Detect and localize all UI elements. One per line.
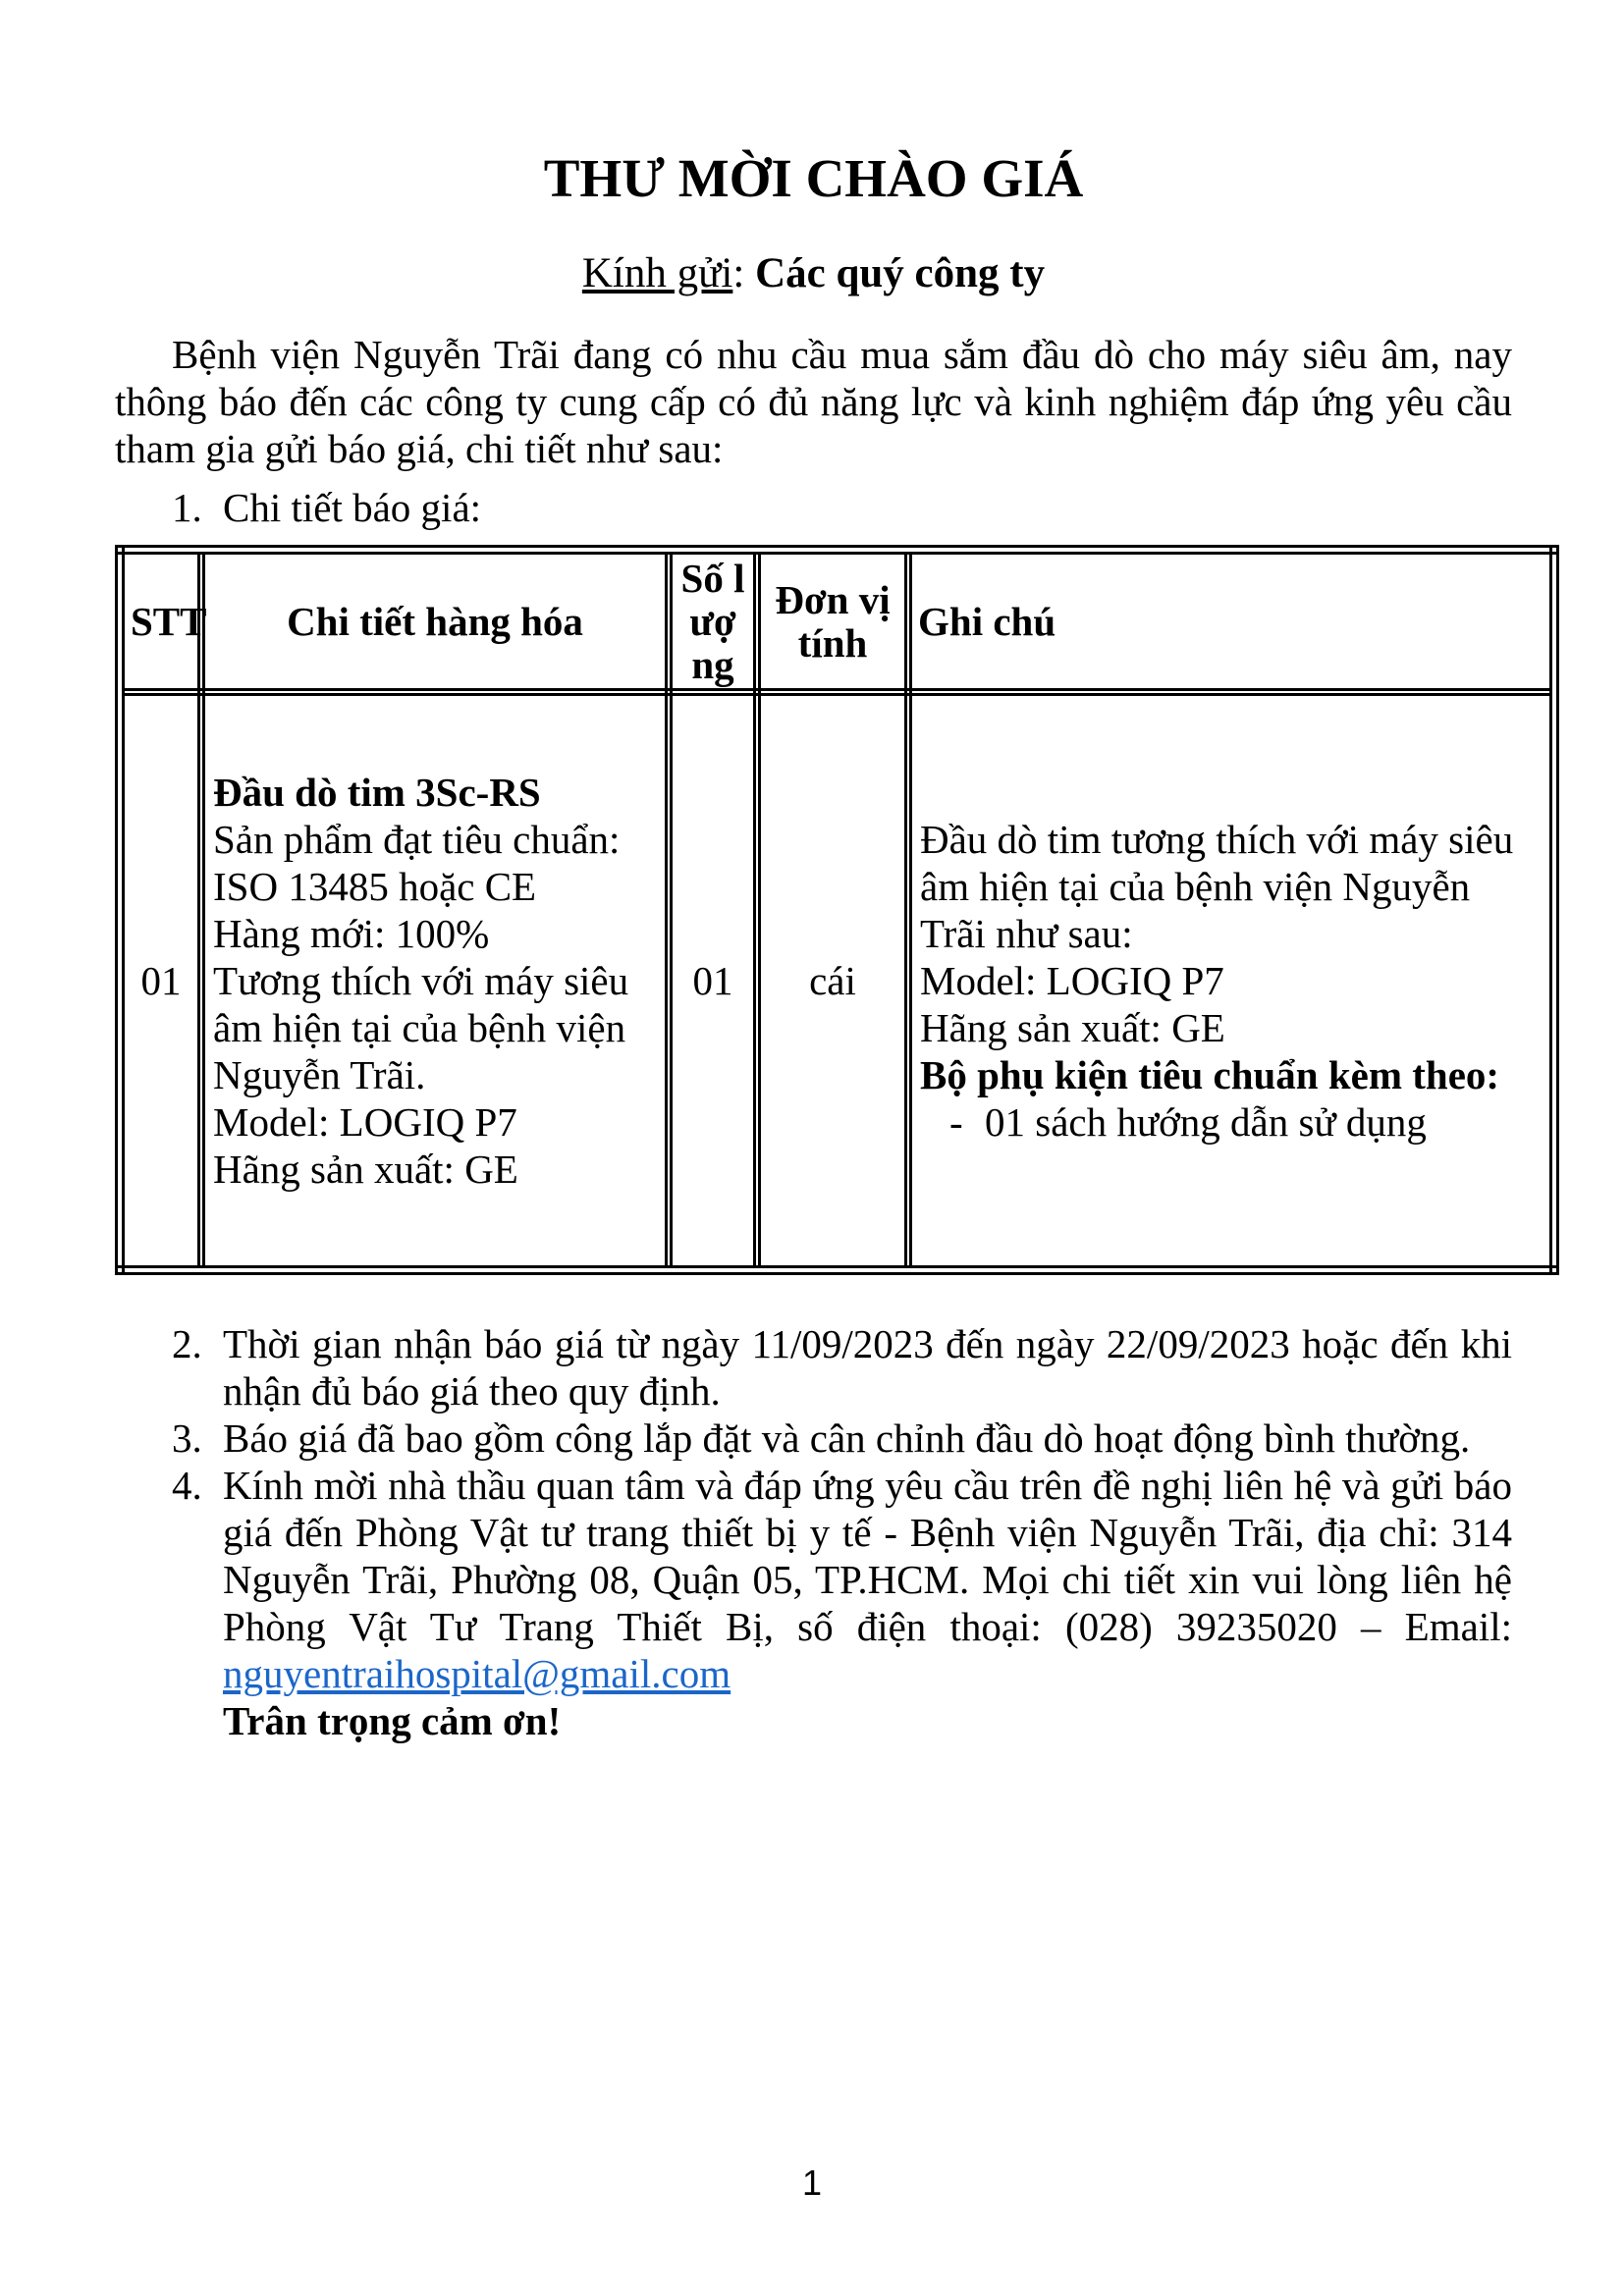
greeting-label: Kính gửi: [581, 250, 733, 296]
detail-line-compatibility: Tương thích với máy siêu âm hiện tại của bệnh viện Nguyễn Trãi.: [213, 958, 639, 1097]
greeting-separator: :: [732, 250, 756, 296]
cell-detail: [201, 692, 669, 1270]
list-item-3-text: Báo giá đã bao gồm công lắp đặt và cân chỉnh đầu dò hoạt động bình thường.: [223, 1415, 1471, 1461]
cell-note: [908, 692, 1554, 1270]
dash-marker: -: [949, 1099, 963, 1145]
page-title: THƯ MỜI CHÀO GIÁ: [543, 148, 1084, 208]
note-manufacturer: Hãng sản xuất: GE: [920, 1005, 1225, 1050]
cell-qty: 01: [669, 692, 757, 1270]
note-accessories-title: Bộ phụ kiện tiêu chuẩn kèm theo:: [920, 1052, 1500, 1097]
header-stt: STT: [120, 550, 201, 692]
note-model: Model: LOGIQ P7: [920, 958, 1224, 1003]
list-item-2: [115, 1320, 1512, 1415]
document-content: [0, 147, 1624, 1744]
closing-line: Trân trọng cảm ơn!: [223, 1698, 562, 1743]
terms-list: [115, 1320, 1523, 1744]
list-item-4-number: 4.: [172, 1463, 202, 1508]
detail-product-name: Đầu dò tim 3Sc-RS: [213, 770, 541, 815]
intro-paragraph: Bệnh viện Nguyễn Trãi đang có nhu cầu mua sắm đầu dò cho máy siêu âm, nay thông báo đến các công ty cung cấp có đủ năng lực và kinh nghiệm đáp ứng yêu cầu tham gia gửi báo giá, chi tiết như sau:: [115, 332, 1512, 471]
note-accessory-text: 01 sách hướng dẫn sử dụng: [985, 1099, 1427, 1145]
detail-line-standard: Sản phẩm đạt tiêu chuẩn: ISO 13485 hoặc CE: [213, 817, 640, 909]
list-item-2-text: Thời gian nhận báo giá từ ngày 11/09/2023 đến ngày 22/09/2023 hoặc đến khi nhận đủ báo giá theo quy định.: [223, 1321, 1512, 1414]
note-accessory-item: [949, 1098, 1542, 1146]
header-qty: Số lượng: [669, 550, 757, 692]
header-unit: Đơn vị tính: [757, 550, 908, 692]
table-header-row: [120, 550, 1554, 692]
list-item-1-text: Chi tiết báo giá:: [223, 485, 482, 530]
list-item-2-number: 2.: [172, 1321, 202, 1366]
list-item-4: [115, 1462, 1523, 1697]
list-item-4-text: Kính mời nhà thầu quan tâm và đáp ứng yêu cầu trên đề nghị liên hệ và gửi báo giá đến Phòng Vật tư trang thiết bị y tế - Bệnh viện Nguyễn Trãi, địa chỉ: 314 Nguyễn Trãi, Phường 08, Quận 05, TP.HCM. Mọi chi tiết xin vui lòng liên hệ Phòng Vật Tư Trang Thiết Bị, số điện thoại: (028) 39235020 – Email:: [223, 1463, 1523, 1649]
greeting-line: [115, 249, 1512, 298]
cell-stt: 01: [120, 692, 201, 1270]
detail-line-model: Model: LOGIQ P7: [213, 1099, 517, 1145]
quote-table: [115, 545, 1559, 1275]
header-note: Ghi chú: [908, 550, 1554, 692]
list-item-3-number: 3.: [172, 1415, 202, 1461]
detail-line-condition: Hàng mới: 100%: [213, 911, 490, 956]
list-item-3: [115, 1415, 1512, 1462]
list-item-1: [115, 484, 1512, 531]
detail-line-manufacturer: Hãng sản xuất: GE: [213, 1147, 518, 1192]
header-detail: Chi tiết hàng hóa: [201, 550, 669, 692]
page-number: 1: [801, 2163, 823, 2203]
greeting-recipient: Các quý công ty: [755, 250, 1046, 296]
list-item-1-number: 1.: [172, 485, 202, 530]
note-intro: Đầu dò tim tương thích với máy siêu âm hiện tại của bệnh viện Nguyễn Trãi như sau:: [920, 817, 1514, 956]
cell-unit: cái: [757, 692, 908, 1270]
email-link[interactable]: nguyentraihospital@gmail.com: [223, 1651, 731, 1696]
table-data-row: [120, 692, 1554, 1270]
